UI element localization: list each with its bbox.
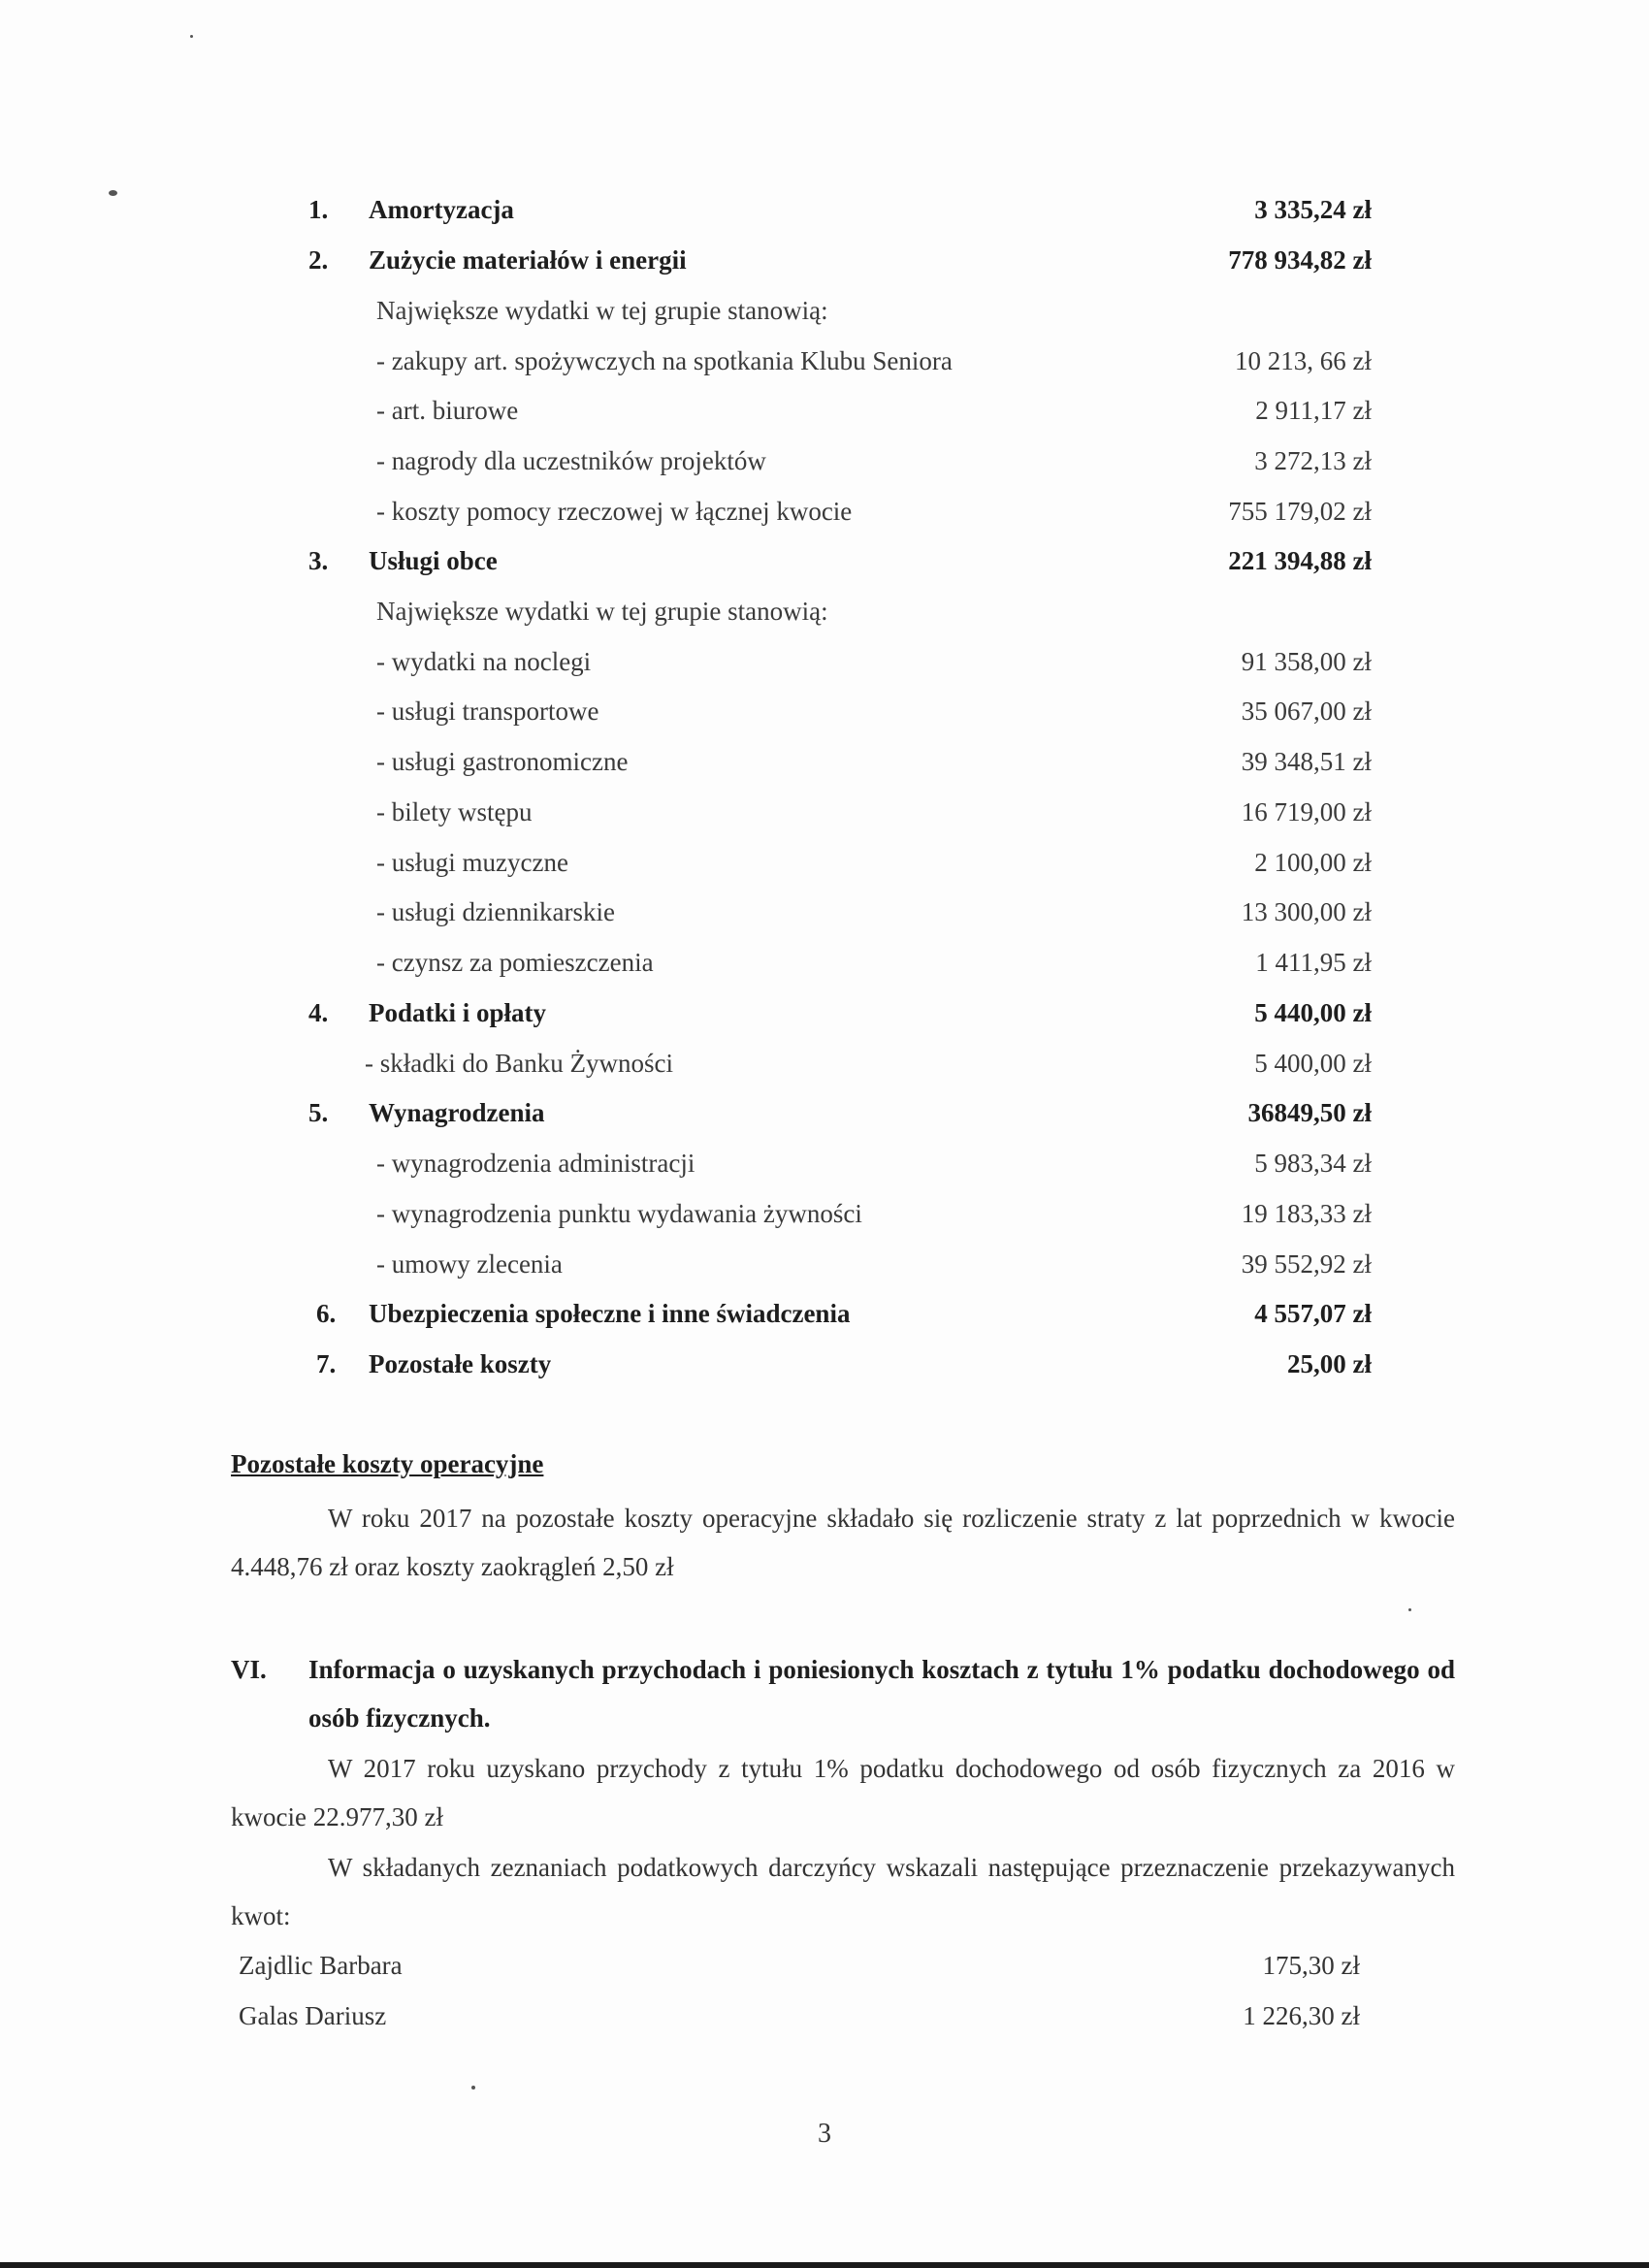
subitem-amount: 1 411,95 zł [1255, 948, 1372, 977]
scan-bottom-edge [0, 2262, 1649, 2268]
donor-row [0, 1946, 1649, 1985]
subitem-amount: 10 213, 66 zł [1235, 346, 1372, 375]
cost-subitem-row [0, 441, 1649, 480]
cost-item-row [0, 1093, 1649, 1132]
item-label: Wynagrodzenia [369, 1098, 545, 1127]
cost-subitem-row [0, 391, 1649, 430]
cost-subitem-row [0, 892, 1649, 931]
item-number: 1. [308, 195, 329, 224]
subitem-label: - nagrody dla uczestników projektów [376, 446, 766, 475]
subitem-amount: 5 983,34 zł [1254, 1149, 1372, 1178]
item-label: Pozostałe koszty [369, 1349, 552, 1378]
item-amount: 3 335,24 zł [1254, 195, 1372, 224]
subitem-amount: 16 719,00 zł [1241, 797, 1372, 826]
cost-item-row [0, 241, 1649, 279]
item-amount: 36849,50 zł [1247, 1098, 1372, 1127]
page-number: 3 [818, 2119, 831, 2149]
cost-subitem-row [0, 592, 1649, 631]
subitem-label: - wynagrodzenia punktu wydawania żywności [376, 1199, 862, 1228]
subitem-amount: 39 348,51 zł [1241, 747, 1372, 776]
cost-subitem-row [0, 1194, 1649, 1233]
cost-item-row [0, 1294, 1649, 1333]
donor-amount: 175,30 zł [1262, 1951, 1360, 1980]
scan-speck [190, 35, 193, 38]
cost-subitem-row [0, 943, 1649, 982]
subitem-amount: 35 067,00 zł [1241, 697, 1372, 726]
item-label: Usługi obce [369, 546, 498, 575]
donor-row [0, 1996, 1649, 2035]
subitem-amount: 2 911,17 zł [1255, 396, 1372, 425]
subitem-label: - czynsz za pomieszczenia [376, 948, 654, 977]
cost-subitem-row [0, 291, 1649, 330]
subitem-label: - składki do Banku Żywności [365, 1049, 673, 1078]
subitem-label: - usługi muzyczne [376, 848, 568, 877]
subitem-amount: 2 100,00 zł [1254, 848, 1372, 877]
item-amount: 25,00 zł [1287, 1349, 1372, 1378]
subitem-label: - umowy zlecenia [376, 1249, 563, 1279]
section-title: Informacja o uzyskanych przychodach i poniesionych kosztach z tytułu 1% podatku dochodowego od osób fizycznych. [308, 1655, 1455, 1733]
donor-amount: 1 226,30 zł [1243, 2001, 1360, 2030]
section-vi-paragraph-donors: W składanych zeznaniach podatkowych darczyńcy wskazali następujące przeznaczenie przekazywanych kwot: [231, 1853, 1455, 1930]
subitem-amount: 5 400,00 zł [1254, 1049, 1372, 1078]
cost-item-row [0, 190, 1649, 229]
cost-subitem-row [0, 843, 1649, 882]
cost-subitem-row [0, 492, 1649, 531]
subitem-label: Największe wydatki w tej grupie stanowią: [376, 597, 828, 626]
cost-subitem-row [0, 1044, 1649, 1083]
cost-subitem-row [0, 793, 1649, 831]
item-label: Amortyzacja [369, 195, 514, 224]
subitem-amount: 19 183,33 zł [1241, 1199, 1372, 1228]
other-costs-paragraph: W roku 2017 na pozostałe koszty operacyjne składało się rozliczenie straty z lat poprzednich w kwocie 4.448,76 zł oraz koszty zaokrągleń 2,50 zł [231, 1504, 1455, 1581]
cost-subitem-row [0, 742, 1649, 781]
subitem-label: - wynagrodzenia administracji [376, 1149, 695, 1178]
scan-speck [471, 2086, 475, 2090]
subitem-label: - wydatki na noclegi [376, 647, 592, 676]
subitem-label: - usługi gastronomiczne [376, 747, 629, 776]
item-amount: 221 394,88 zł [1228, 546, 1372, 575]
subitem-label: - usługi dziennikarskie [376, 897, 615, 926]
scan-speck [1408, 1608, 1411, 1611]
donor-name: Galas Dariusz [239, 2001, 387, 2030]
item-number: 5. [308, 1098, 329, 1127]
cost-item-row [0, 993, 1649, 1032]
subitem-amount: 13 300,00 zł [1241, 897, 1372, 926]
subitem-label: - bilety wstępu [376, 797, 533, 826]
item-number: 7. [316, 1349, 337, 1378]
cost-item-row [0, 1345, 1649, 1383]
cost-subitem-row [0, 1144, 1649, 1183]
cost-subitem-row [0, 341, 1649, 380]
item-amount: 4 557,07 zł [1254, 1299, 1372, 1328]
item-number: 3. [308, 546, 329, 575]
item-label: Zużycie materiałów i energii [369, 245, 687, 275]
section-number: VI. [231, 1655, 267, 1684]
subitem-amount: 755 179,02 zł [1228, 497, 1372, 526]
item-label: Ubezpieczenia społeczne i inne świadczenia [369, 1299, 851, 1328]
item-label: Podatki i opłaty [369, 998, 547, 1027]
item-number: 4. [308, 998, 329, 1027]
cost-subitem-row [0, 692, 1649, 730]
subitem-label: - koszty pomocy rzeczowej w łącznej kwocie [376, 497, 853, 526]
section-vi-paragraph-income: W 2017 roku uzyskano przychody z tytułu 1% podatku dochodowego od osób fizycznych za 2016 w kwocie 22.977,30 zł [231, 1754, 1455, 1831]
subitem-label: - zakupy art. spożywczych na spotkania Klubu Seniora [376, 346, 953, 375]
cost-subitem-row [0, 1245, 1649, 1283]
item-amount: 778 934,82 zł [1228, 245, 1372, 275]
cost-item-row [0, 541, 1649, 580]
subitem-amount: 39 552,92 zł [1241, 1249, 1372, 1279]
item-number: 2. [308, 245, 329, 275]
subitem-label: Największe wydatki w tej grupie stanowią: [376, 296, 828, 325]
subitem-amount: 3 272,13 zł [1254, 446, 1372, 475]
item-amount: 5 440,00 zł [1254, 998, 1372, 1027]
subitem-amount: 91 358,00 zł [1241, 647, 1372, 676]
other-costs-heading: Pozostałe koszty operacyjne [231, 1449, 544, 1478]
donor-name: Zajdlic Barbara [239, 1951, 403, 1980]
subitem-label: - art. biurowe [376, 396, 519, 425]
cost-subitem-row [0, 642, 1649, 681]
item-number: 6. [316, 1299, 337, 1328]
subitem-label: - usługi transportowe [376, 697, 599, 726]
